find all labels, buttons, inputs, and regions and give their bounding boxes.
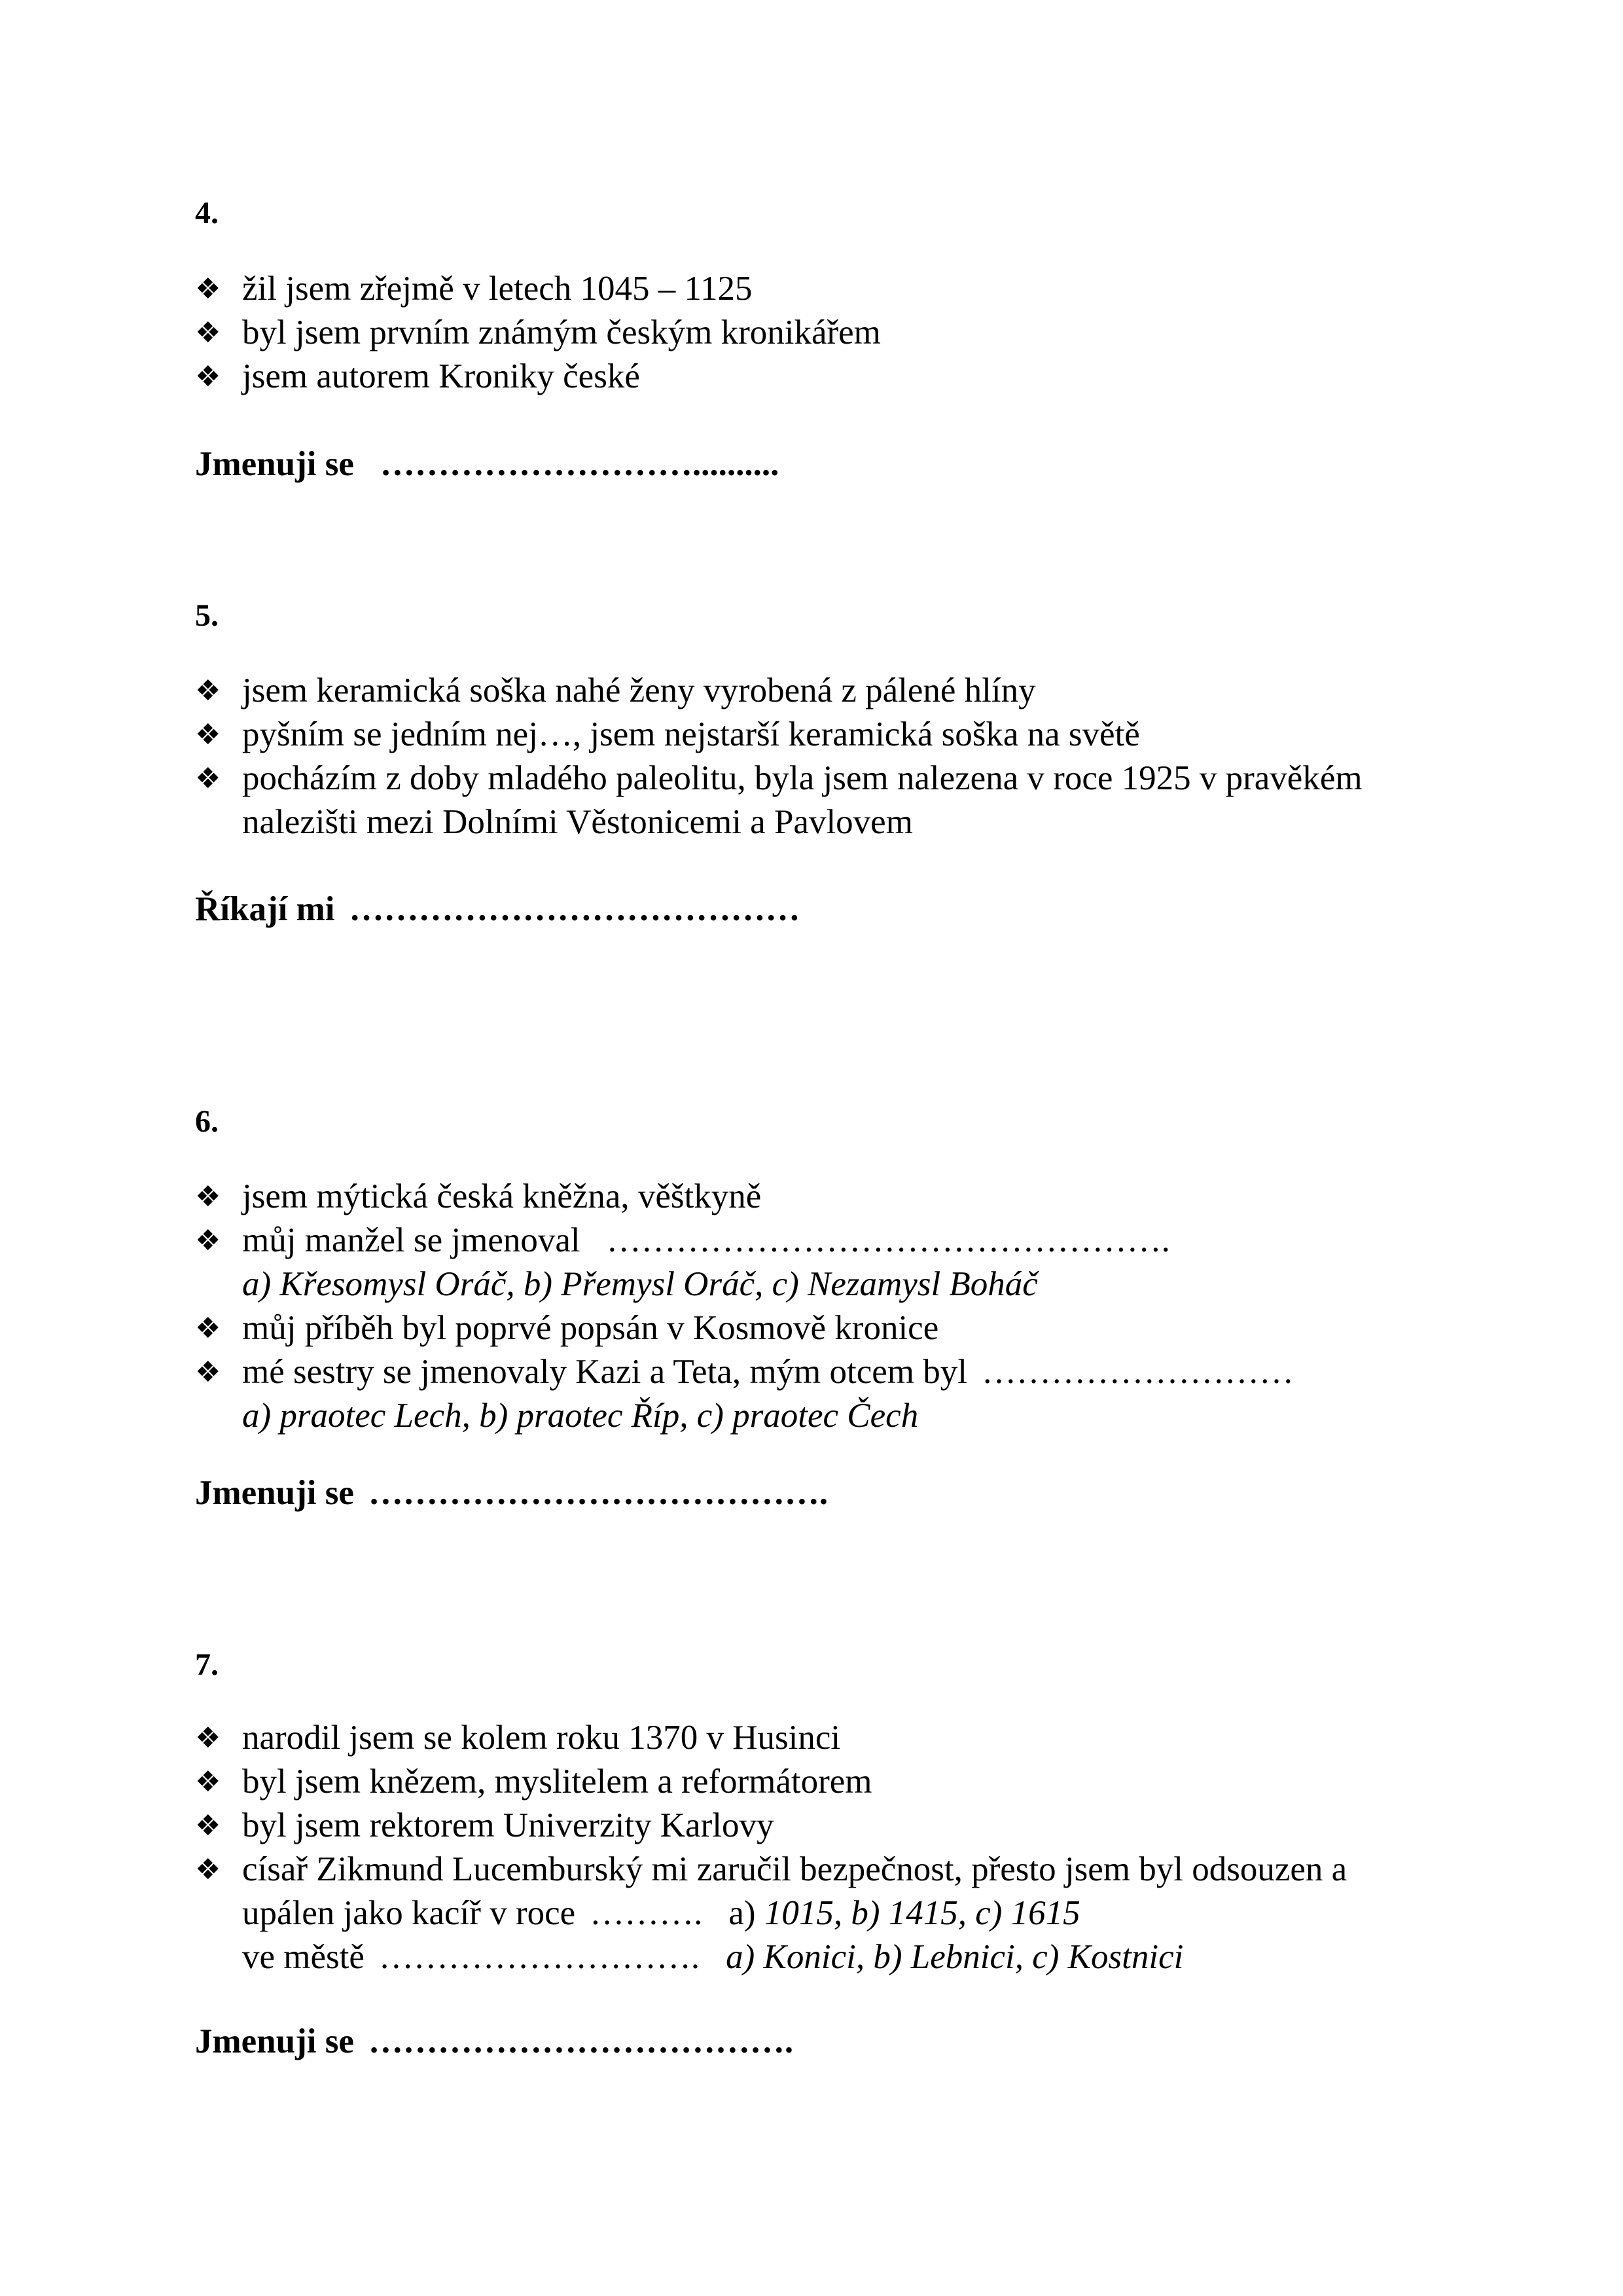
clue-text: byl jsem rektorem Univerzity Karlovy <box>242 1806 774 1844</box>
clue-item <box>195 1716 1347 1760</box>
clue-list <box>195 1175 1294 1438</box>
bullet-icon: ❖ <box>195 1355 221 1389</box>
clue-item <box>195 1306 1294 1350</box>
clue-text-line: nalezišti mezi Dolními Věstonicemi a Pavlovem <box>242 803 913 841</box>
answer-label: Jmenuji se <box>195 2022 354 2060</box>
clue-item <box>195 1219 1294 1306</box>
clue-item <box>195 1848 1347 1979</box>
clue-item <box>195 669 1363 713</box>
answer-blank[interactable]: ………………………………. <box>368 2022 794 2060</box>
clue-text: ve městě <box>242 1938 365 1976</box>
clue-text-line: císař Zikmund Lucemburský mi zaručil bezpečnost, přesto jsem byl odsouzen a <box>242 1850 1347 1888</box>
clue-item <box>195 713 1363 757</box>
clue-item <box>195 311 881 355</box>
clue-text: jsem mýtická česká kněžna, věštkyně <box>242 1177 762 1215</box>
bullet-icon: ❖ <box>195 272 221 306</box>
answer-blank[interactable]: ……………………….......... <box>380 445 779 483</box>
clue-item <box>195 1350 1294 1438</box>
clue-text: jsem keramická soška nahé ženy vyrobená z pálené hlíny <box>242 672 1036 709</box>
clue-text: můj manžel se jmenoval <box>242 1221 580 1259</box>
clue-list <box>195 669 1363 844</box>
answer-options: a) Konici, b) Lebnici, c) Kostnici <box>726 1938 1184 1976</box>
bullet-icon: ❖ <box>195 1853 221 1886</box>
clue-item <box>195 1804 1347 1848</box>
clue-item <box>195 1760 1347 1804</box>
bullet-icon: ❖ <box>195 674 221 708</box>
answer-line <box>195 892 800 927</box>
bullet-icon: ❖ <box>195 1180 221 1213</box>
answer-label: Říkají mi <box>195 890 335 928</box>
clue-text-line <box>242 1935 1347 1979</box>
clue-text: byl jsem prvním známým českým kronikářem <box>242 314 881 351</box>
bullet-icon: ❖ <box>195 316 221 350</box>
clue-item <box>195 267 881 311</box>
clue-item <box>195 1175 1294 1219</box>
clue-item <box>195 355 881 399</box>
clue-list <box>195 267 881 399</box>
answer-label: Jmenuji se <box>195 445 354 483</box>
clue-item <box>195 757 1363 844</box>
bullet-icon: ❖ <box>195 1224 221 1257</box>
bullet-icon: ❖ <box>195 1312 221 1345</box>
clue-text: můj příběh byl poprvé popsán v Kosmově kronice <box>242 1309 939 1347</box>
answer-label: Jmenuji se <box>195 1474 354 1512</box>
answer-blank[interactable]: …………………………………. <box>368 1474 829 1512</box>
answer-line <box>195 447 779 482</box>
answer-options: a) Křesomysl Oráč, b) Přemysl Oráč, c) Nezamysl Boháč <box>242 1265 1038 1303</box>
clue-text: upálen jako kacíř v roce <box>242 1894 576 1932</box>
answer-line <box>195 2024 793 2059</box>
clue-text-line <box>242 1350 1294 1394</box>
answer-blank[interactable]: ………………………………… <box>349 890 800 928</box>
clue-text: žil jsem zřejmě v letech 1045 – 1125 <box>242 270 753 308</box>
fill-blank[interactable]: ………………………. <box>378 1938 700 1976</box>
answer-options: 1015, b) 1415, c) 1615 <box>764 1894 1080 1932</box>
bullet-icon: ❖ <box>195 718 221 751</box>
section-number: 6. <box>195 1104 219 1139</box>
bullet-icon: ❖ <box>195 1721 221 1755</box>
clue-text: mé sestry se jmenovaly Kazi a Teta, mým otcem byl <box>242 1353 968 1391</box>
answer-options: a) praotec Lech, b) praotec Říp, c) praotec Čech <box>242 1397 919 1435</box>
clue-text: narodil jsem se kolem roku 1370 v Husinci <box>242 1719 841 1757</box>
section-number: 7. <box>195 1647 219 1682</box>
section-number: 5. <box>195 598 219 633</box>
bullet-icon: ❖ <box>195 1765 221 1799</box>
fill-blank[interactable]: ……………………… <box>982 1353 1294 1391</box>
clue-text: jsem autorem Kroniky české <box>242 357 640 395</box>
clue-text-line <box>242 1219 1294 1263</box>
section-number: 4. <box>195 196 219 230</box>
fill-blank[interactable]: ………. <box>590 1894 703 1932</box>
clue-text: byl jsem knězem, myslitelem a reformátorem <box>242 1763 872 1801</box>
bullet-icon: ❖ <box>195 762 221 795</box>
bullet-icon: ❖ <box>195 360 221 393</box>
clue-text: pyšním se jedním nej…, jsem nejstarší keramická soška na světě <box>242 715 1140 753</box>
bullet-icon: ❖ <box>195 1809 221 1842</box>
fill-blank[interactable]: …………………………………………. <box>606 1221 1170 1259</box>
clue-list <box>195 1716 1347 1979</box>
option-a-label: a) <box>728 1894 756 1932</box>
clue-text-line: pocházím z doby mladého paleolitu, byla jsem nalezena v roce 1925 v pravěkém <box>242 759 1363 797</box>
clue-text-line <box>242 1892 1347 1935</box>
answer-line <box>195 1476 828 1511</box>
